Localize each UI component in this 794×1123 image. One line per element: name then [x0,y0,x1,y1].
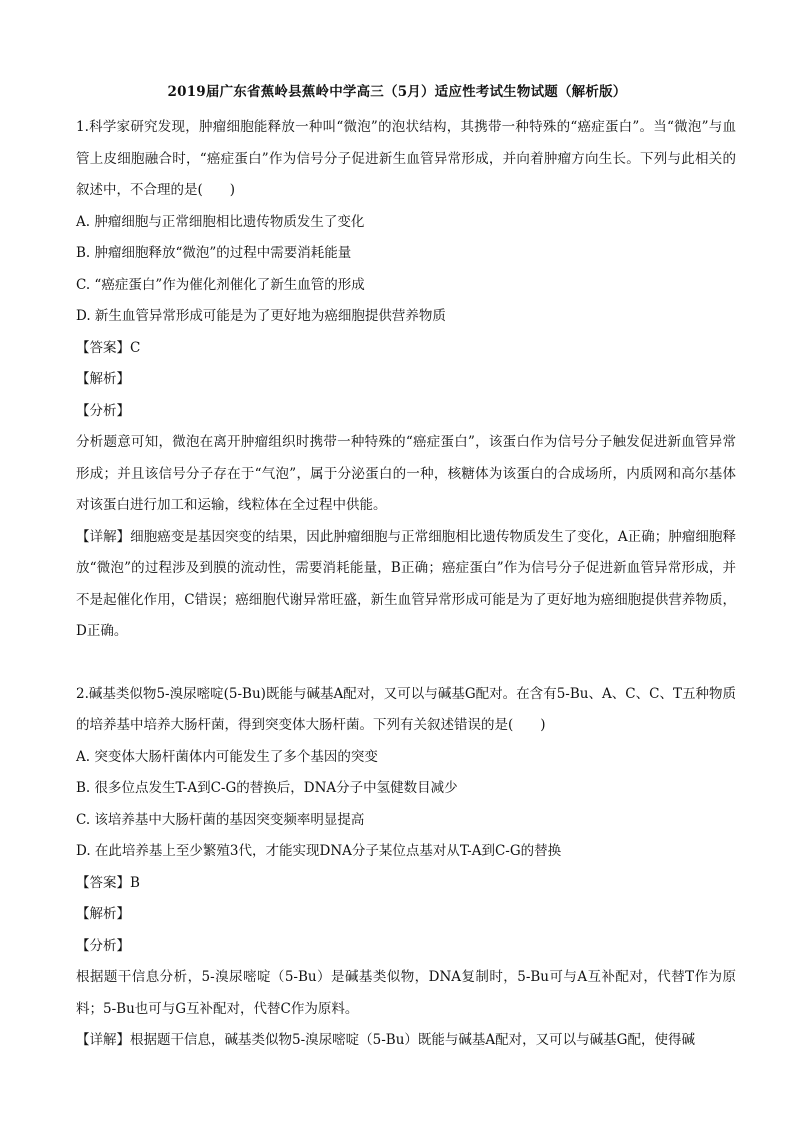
question-1-stem: 1.科学家研究发现，肿瘤细胞能释放一种叫“微泡”的泡状结构，其携带一种特殊的“癌症蛋白”。当“微泡”与血管上皮细胞融合时，“癌症蛋白”作为信号分子促进新生血管异常形成，并向着肿瘤方向生长。下列与此相关的叙述中，不合理的是( ) [76,119,736,198]
question-2-option-d: D. 在此培养基上至少繁殖3代，才能实现DNA分子某位点基对从T-A到C-G的替换 [76,843,562,859]
document-body [76,112,736,1057]
question-2-option-a: A. 突变体大肠杆菌体内可能发生了多个基因的突变 [76,748,378,765]
paragraph-gap [76,648,736,679]
question-2-option-c: C. 该培养基中大肠杆菌的基因突变频率明显提高 [76,811,365,828]
question-1-option-a: A. 肿瘤细胞与正常细胞相比遗传物质发生了变化 [76,213,365,230]
question-1-fenxi-heading: 【分析】 [76,402,130,419]
question-2-fenxi-heading: 【分析】 [76,937,130,954]
question-2-answer: 【答案】B [76,874,140,891]
question-1-answer: 【答案】C [76,339,141,356]
document-title: 2019届广东省蕉岭县蕉岭中学高三（5月）适应性考试生物试题（解析版） [167,84,627,100]
question-2-detail: 【详解】根据题干信息，碱基类似物5-溴尿嘧啶（5-Bu）既能与碱基A配对，又可以与碱基G配，使得碱 [76,1032,695,1048]
question-1-jiexi-heading: 【解析】 [76,371,130,387]
question-1-analysis: 分析题意可知，微泡在离开肿瘤组织时携带一种特殊的“癌症蛋白”，该蛋白作为信号分子触发促进新血管异常形成；并且该信号分子存在于“气泡”，属于分泌蛋白的一种，核糖体为该蛋白的合成场所，内质网和高尔基体对该蛋白进行加工和运输，线粒体在全过程中供能。 [76,434,736,513]
question-2-stem: 2.碱基类似物5-溴尿嘧啶(5-Bu)既能与碱基A配对，又可以与碱基G配对。在含有5-Bu、A、C、C、T五种物质的培养基中培养大肠杆菌，得到突变体大肠杆菌。下列有关叙述错误的是( ) [76,685,736,733]
question-1-option-c: C. “癌症蛋白”作为催化剂催化了新生血管的形成 [76,276,365,293]
question-1-option-b: B. 肿瘤细胞释放“微泡”的过程中需要消耗能量 [76,245,352,261]
question-2-option-b: B. 很多位点发生T-A到C-G的替换后，DNA分子中氢健数目减少 [76,780,458,796]
question-1-detail: 【详解】细胞癌变是基因突变的结果，因此肿瘤细胞与正常细胞相比遗传物质发生了变化，A正确；肿瘤细胞释放“微泡”的过程涉及到膜的流动性，需要消耗能量，B正确；癌症蛋白”作为信号分子促进新血管异常形成，并不是起催化作用，C错误；癌细胞代谢异常旺盛，新生血管异常形成可能是为了更好地为癌细胞提供营养物质，D正确。 [76,528,736,639]
question-2-jiexi-heading: 【解析】 [76,906,130,922]
question-2-analysis: 根据题干信息分析，5-溴尿嘧啶（5-Bu）是碱基类似物，DNA复制时，5-Bu可与A互补配对，代替T作为原料；5-Bu也可与G互补配对，代替C作为原料。 [76,969,736,1017]
question-1-option-d: D. 新生血管异常形成可能是为了更好地为癌细胞提供营养物质 [76,308,446,324]
